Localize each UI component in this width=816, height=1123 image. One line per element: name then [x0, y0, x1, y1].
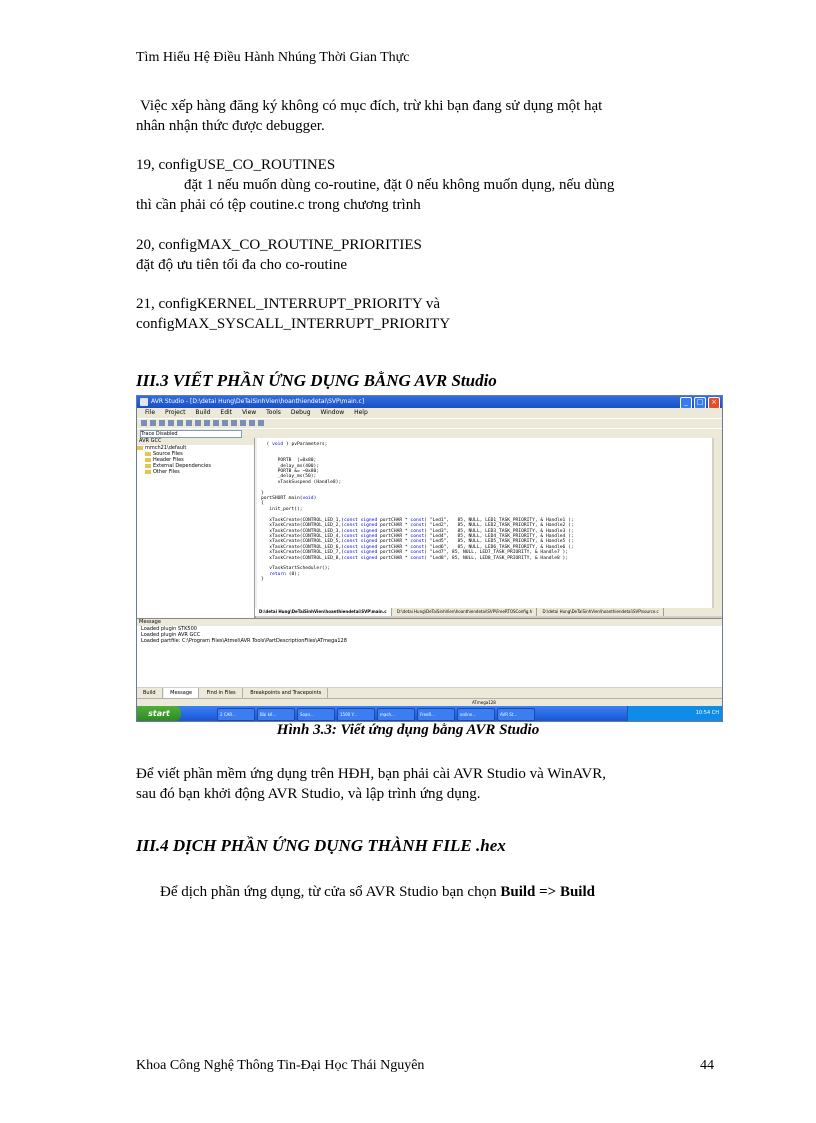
taskbar-item[interactable]: Soạn...	[297, 708, 335, 721]
trace-select[interactable]: Trace Disabled	[140, 430, 242, 438]
running-header: Tìm Hiểu Hệ Điều Hành Nhúng Thời Gian Thực	[136, 50, 410, 65]
output-tabs	[137, 688, 722, 698]
tab-breakpoints[interactable]: Breakpoints and Tracepoints	[244, 688, 328, 698]
tree-item[interactable]: Source Files	[137, 451, 254, 457]
menu-tools[interactable]: Tools	[266, 409, 281, 416]
step-icon[interactable]	[249, 420, 255, 426]
config-item-title: 19, configUSE_CO_ROUTINES	[136, 157, 336, 173]
taskbar-item[interactable]: online...	[457, 708, 495, 721]
tab-build[interactable]: Build	[137, 688, 163, 698]
open-icon[interactable]	[150, 420, 156, 426]
code-line: xTaskCreate(CONTROL_LED_5,(const signed portCHAR * const) "Led5", 85, NULL, LED5_TASK_PRIORITY, & Handle5 );	[261, 539, 574, 545]
code-line: }	[261, 490, 264, 496]
run-icon[interactable]	[231, 420, 237, 426]
redo-icon[interactable]	[204, 420, 210, 426]
code-line: xTaskCreate(CONTROL_LED_2,(const signed portCHAR * const) "Led2", 85, NULL, LED2_TASK_PRIORITY, & Handle2 );	[261, 523, 574, 529]
cut-icon[interactable]	[168, 420, 174, 426]
toolbar-trace	[137, 428, 722, 438]
stop-icon[interactable]	[240, 420, 246, 426]
intro-line-1: Việc xếp hàng đăng ký không có mục đích, trừ khi bạn đang sử dụng một hạt	[140, 98, 603, 114]
project-tree-pane	[137, 438, 256, 618]
taskbar-item[interactable]: FreeR...	[417, 708, 455, 721]
taskbar-buttons	[217, 708, 535, 721]
message-header: Message	[137, 619, 722, 626]
project-tree	[137, 445, 254, 475]
message-pane	[137, 618, 722, 687]
tree-item[interactable]: Header Files	[137, 457, 254, 463]
config-item-title: 20, configMAX_CO_ROUTINE_PRIORITIES	[136, 237, 422, 253]
maximize-icon[interactable]: □	[694, 397, 706, 409]
system-tray-clock: 10:54 CH	[627, 706, 722, 721]
config-item-line: thì cần phải có tệp coutine.c trong chương trình	[136, 197, 421, 213]
code-line: {	[261, 501, 264, 507]
code-line: return (0);	[269, 571, 300, 577]
folder-icon	[145, 464, 151, 468]
tree-item[interactable]: External Dependencies	[137, 463, 254, 469]
message-line: Loaded plugin STK500	[141, 626, 197, 632]
message-line: Loaded plugin AVR GCC	[141, 632, 201, 638]
menu-build[interactable]: Build	[195, 409, 211, 416]
footer-left: Khoa Công Nghệ Thông Tin-Đại Học Thái Nguyên	[136, 1058, 425, 1073]
taskbar-item[interactable]: AVR St...	[497, 708, 535, 721]
undo-icon[interactable]	[195, 420, 201, 426]
paragraph-line: sau đó bạn khởi động AVR Studio, và lập trình ứng dụng.	[136, 786, 481, 802]
avr-studio-screenshot	[136, 395, 723, 722]
config-item-20	[136, 235, 422, 275]
tab-find-in-files[interactable]: Find in Files	[201, 688, 243, 698]
doc-tab-main-c[interactable]: D:\detai Hung\DeTaiSinhVien\hoanthiendetai\SVP\main.c	[255, 608, 392, 616]
code-line: }	[261, 577, 264, 583]
windows-taskbar	[137, 706, 722, 721]
code-line: PORTB &= ~0x80;	[261, 469, 320, 475]
paragraph-line: Để viết phần mềm ứng dụng trên HĐH, bạn phải cài AVR Studio và WinAVR,	[136, 766, 606, 782]
config-item-line: đặt độ ưu tiên tối đa cho co-routine	[136, 257, 347, 273]
menu-help[interactable]: Help	[354, 409, 368, 416]
start-button[interactable]: start	[137, 706, 181, 721]
minimize-icon[interactable]: _	[680, 397, 692, 409]
paragraph-build-text: Để dịch phần ứng dụng, từ cửa sổ AVR Studio bạn chọn	[160, 884, 501, 900]
section-heading-iii-3: III.3 VIẾT PHẦN ỨNG DỤNG BẰNG AVR Studio	[136, 371, 497, 390]
taskbar-item[interactable]: 2 CAR...	[217, 708, 255, 721]
taskbar-item[interactable]: Bài kế...	[257, 708, 295, 721]
tree-root[interactable]: mmch21\default	[137, 445, 254, 451]
toolbar-main	[137, 418, 722, 428]
code-line: _delay_ms(400);	[261, 463, 320, 469]
code-line: portSHORT main(void)	[261, 496, 317, 502]
build-menu-path: Build => Build	[500, 884, 595, 900]
figure-caption: Hình 3.3: Viết ứng dụng bằng AVR Studio	[276, 722, 540, 738]
tree-item[interactable]: Other Files	[137, 469, 254, 475]
code-line: vTaskStartScheduler();	[261, 566, 331, 572]
app-icon	[140, 398, 148, 406]
code-line: PORTB |=0x80;	[261, 458, 317, 464]
intro-paragraph	[136, 96, 602, 136]
menu-debug[interactable]: Debug	[290, 409, 311, 416]
code-text	[257, 438, 712, 583]
menu-bar	[137, 408, 722, 418]
taskbar-item[interactable]: mạch...	[377, 708, 415, 721]
save-icon[interactable]	[159, 420, 165, 426]
config-item-line: configMAX_SYSCALL_INTERRUPT_PRIORITY	[136, 316, 451, 332]
code-line: xTaskCreate(CONTROL_LED_4,(const signed portCHAR * const) "Led4", 85, NULL, LED4_TASK_PRIORITY, & Handle4 );	[261, 533, 574, 539]
message-line: Loaded partfile: C:\Program Files\Atmel\AVR Tools\PartDescriptionFiles\ATmega128	[141, 638, 347, 644]
code-line: xTaskCreate(CONTROL_LED_3,(const signed portCHAR * const) "Led3", 85, NULL, LED3_TASK_PRIORITY, & Handle3 );	[261, 528, 574, 534]
doc-tab-freertosconfig[interactable]: D:\detai Hung\DeTaiSinhVien\hoanthiendetai\SVP\FreeRTOSConfig.h	[393, 608, 537, 616]
menu-project[interactable]: Project	[164, 409, 186, 416]
tree-header: AVR GCC	[137, 438, 254, 445]
config-item-19	[136, 155, 614, 215]
taskbar-item[interactable]: 1500 Y...	[337, 708, 375, 721]
find-icon[interactable]	[213, 420, 219, 426]
folder-icon	[137, 446, 143, 450]
code-line: xTaskCreate(CONTROL_LED_6,(const signed portCHAR * const) "Led6", 85, NULL, LED6_TASK_PRIORITY, & Handle6 );	[261, 544, 574, 550]
window-titlebar	[137, 396, 722, 408]
config-item-21	[136, 294, 450, 334]
menu-window[interactable]: Window	[320, 409, 345, 416]
page-number: 44	[700, 1058, 714, 1073]
code-line: init_port();	[261, 506, 303, 512]
folder-icon	[145, 458, 151, 462]
folder-icon	[145, 470, 151, 474]
folder-icon	[145, 452, 151, 456]
config-item-line: đặt 1 nếu muốn dùng co-routine, đặt 0 nếu không muốn dụng, nếu dùng	[184, 177, 615, 193]
window-title: AVR Studio - [D:\detai Hung\DeTaiSinhVien\hoanthiendetai\SVP\main.c]	[151, 398, 365, 405]
code-line: _delay_ms(50);	[261, 474, 317, 480]
code-line: xTaskCreate(CONTROL_LED_7,(const signed portCHAR * const) "Led7", 85, NULL, LED7_TASK_PRIORITY, & Handle7 );	[261, 550, 569, 556]
breakpoint-icon[interactable]	[258, 420, 264, 426]
build-icon[interactable]	[222, 420, 228, 426]
intro-line-2: nhân nhận thức được debugger.	[136, 118, 325, 134]
paragraph-install	[136, 764, 606, 804]
doc-tab-source[interactable]: D:\detai Hung\DeTaiSinhVien\hoanthiendetai\SVP\source.c	[538, 608, 663, 616]
code-line: xTaskCreate(CONTROL_LED_8,(const signed portCHAR * const) "Led8", 85, NULL, LED8_TASK_PRIORITY, & Handle8 );	[261, 555, 569, 561]
document-tabs	[255, 608, 722, 616]
code-line: vTaskSuspend (Handle8);	[261, 479, 342, 485]
code-line: xTaskCreate(CONTROL_LED_1,(const signed portCHAR * const) "Led1", 85, NULL, LED1_TASK_PRIORITY, & Handle1 );	[261, 517, 574, 523]
copy-icon[interactable]	[177, 420, 183, 426]
device-status: ATmega128	[472, 700, 496, 705]
paste-icon[interactable]	[186, 420, 192, 426]
new-file-icon[interactable]	[141, 420, 147, 426]
code-editor[interactable]	[257, 438, 712, 608]
menu-view[interactable]: View	[241, 409, 257, 416]
code-line: ( void ) pvParameters;	[261, 442, 328, 447]
paragraph-build	[160, 882, 595, 902]
menu-edit[interactable]: Edit	[220, 409, 233, 416]
editor-scrollbar[interactable]	[714, 438, 722, 608]
section-heading-iii-4: III.4 DỊCH PHẦN ỨNG DỤNG THÀNH FILE .hex	[136, 836, 506, 855]
close-icon[interactable]: ×	[708, 397, 720, 409]
tab-message[interactable]: Message	[164, 688, 199, 698]
menu-file[interactable]: File	[145, 409, 156, 416]
config-item-title: 21, configKERNEL_INTERRUPT_PRIORITY và	[136, 296, 440, 312]
